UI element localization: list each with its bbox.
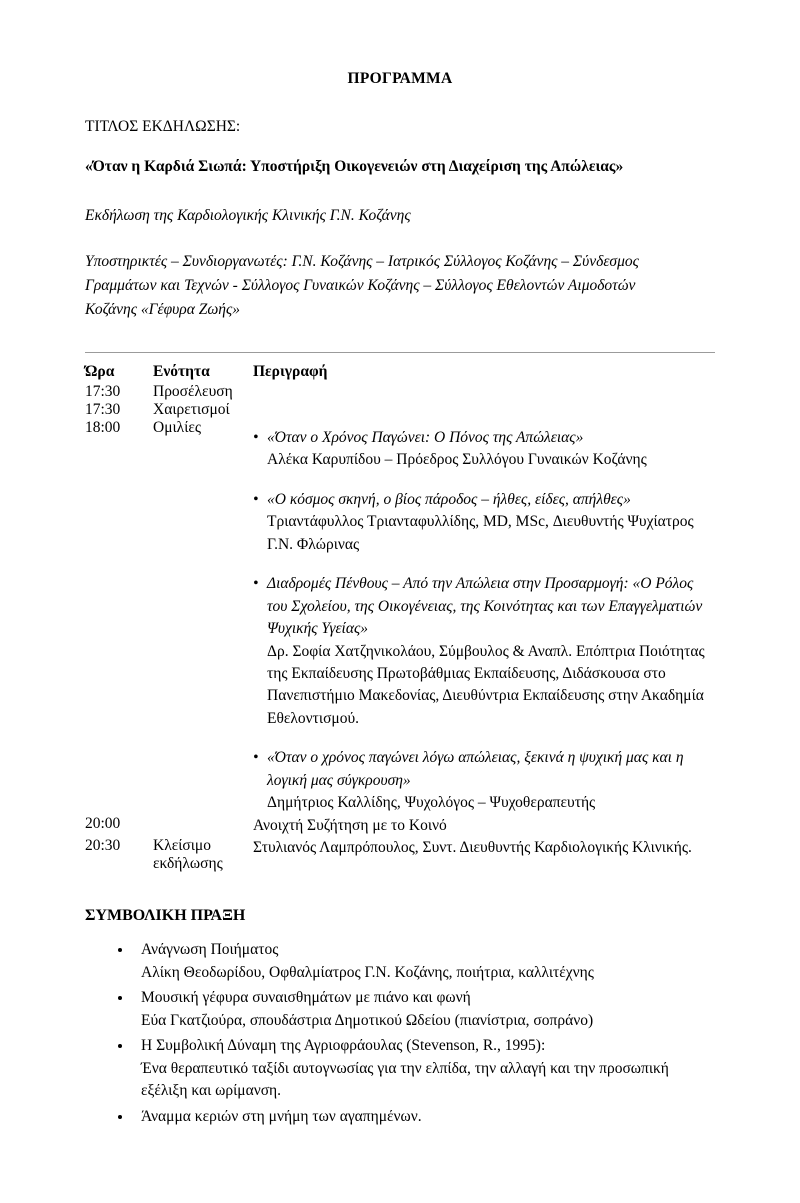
row-description	[253, 401, 715, 419]
row-section: Κλείσιμο εκδήλωσης	[153, 837, 223, 873]
list-item	[133, 987, 715, 1032]
row-description	[253, 419, 715, 815]
table-header-row	[85, 363, 715, 383]
item-line1: Μουσική γέφυρα συναισθημάτων με πιάνο και φωνή	[141, 989, 471, 1007]
page-title: ΠΡΟΓΡΑΜΜΑ	[347, 70, 453, 87]
talk-speaker: Τριαντάφυλλος Τριανταφυλλίδης, MD, MSc, Διευθυντής Ψυχίατρος Γ.Ν. Φλώρινας	[267, 513, 694, 553]
talk-title: • «Όταν ο χρόνος παγώνει λόγω απώλειας, ξεκινά η ψυχική μας και η λογική μας σύγκρουση»	[253, 747, 715, 792]
talk-entry	[253, 573, 715, 730]
talk-title: • Διαδρομές Πένθους – Από την Απώλεια στην Προσαρμογή: «Ο Ρόλος του Σχολείου, της Οικογένειας, της Κοινότητας και των Επαγγελματιών Ψυχικής Υγείας»	[253, 573, 715, 640]
agenda-table	[85, 363, 715, 874]
row-time: 20:00	[85, 814, 121, 832]
supporters-line: Υποστηρικτές – Συνδιοργανωτές: Γ.Ν. Κοζάνης – Ιατρικός Σύλλογος Κοζάνης – Σύνδεσμος Γραμμάτων και Τεχνών - Σύλλογος Γυναικών Κοζάνης – Σύλλογος Εθελοντών Αιμοδοτών Κοζάνης «Γέφυρα Ζωής»	[85, 252, 639, 318]
talk-title: • «Όταν ο Χρόνος Παγώνει: Ο Πόνος της Απώλειας»	[253, 427, 715, 449]
item-line2: Ένα θεραπευτικό ταξίδι αυτογνωσίας για την ελπίδα, την αλλαγή και την προσωπική εξέλιξη και ωρίμανση.	[141, 1059, 669, 1100]
event-label: ΤΙΤΛΟΣ ΕΚΔΗΛΩΣΗΣ:	[85, 118, 241, 135]
row-description: Ανοιχτή Συζήτηση με το Κοινό	[253, 816, 447, 834]
symbolic-list	[85, 939, 715, 1128]
talk-speaker: Δρ. Σοφία Χατζηνικολάου, Σύμβουλος & Αναπλ. Επόπτρια Ποιότητας της Εκπαίδευσης Πρωτοβάθμιας Εκπαίδευσης, Διδάσκουσα στο Πανεπιστήμιο Μακεδονίας, Διευθύντρια Εκπαίδευσης στην Ακαδημία Εθελοντισμού.	[267, 642, 705, 727]
item-line2: Αλίκη Θεοδωρίδου, Οφθαλμίατρος Γ.Ν. Κοζάνης, ποιήτρια, καλλιτέχνης	[141, 963, 594, 981]
row-description: Στυλιανός Λαμπρόπουλος, Συντ. Διευθυντής Καρδιολογικής Κλινικής.	[253, 839, 692, 857]
table-row	[85, 815, 715, 837]
row-description	[253, 383, 715, 401]
row-time: 20:30	[85, 837, 121, 855]
row-time: 18:00	[85, 418, 121, 436]
list-item	[133, 1106, 715, 1128]
row-section	[153, 815, 253, 837]
row-section: Χαιρετισμοί	[153, 400, 230, 418]
talk-speaker: Αλέκα Καρυπίδου – Πρόεδρος Συλλόγου Γυναικών Κοζάνης	[267, 451, 647, 469]
row-section: Προσέλευση	[153, 382, 233, 400]
symbolic-heading: ΣΥΜΒΟΛΙΚΗ ΠΡΑΞΗ	[85, 907, 246, 925]
header-description: Περιγραφή	[253, 362, 328, 380]
talk-entry	[253, 747, 715, 814]
organizer-line: Εκδήλωση της Καρδιολογικής Κλινικής Γ.Ν. Κοζάνης	[85, 207, 411, 225]
table-row	[85, 837, 715, 873]
item-line1: Ανάγνωση Ποιήματος	[141, 941, 279, 959]
talk-entry	[253, 427, 715, 472]
talk-title: • «Ο κόσμος σκηνή, ο βίος πάροδος – ήλθες, είδες, απήλθες»	[253, 489, 715, 511]
row-time: 17:30	[85, 382, 121, 400]
item-line2: Εύα Γκατζιούρα, σπουδάστρια Δημοτικού Ωδείου (πιανίστρια, σοπράνο)	[141, 1011, 594, 1029]
row-time: 17:30	[85, 400, 121, 418]
talk-entry	[253, 489, 715, 556]
list-item	[133, 1035, 715, 1102]
talk-speaker: Δημήτριος Καλλίδης, Ψυχολόγος – Ψυχοθεραπευτής	[267, 794, 596, 812]
item-line1: Άναμμα κεριών στη μνήμη των αγαπημένων.	[141, 1107, 422, 1125]
header-time: Ώρα	[85, 362, 115, 380]
list-item	[133, 939, 715, 984]
item-line1: Η Συμβολική Δύναμη της Αγριοφράουλας (Stevenson, R., 1995):	[141, 1037, 546, 1055]
table-row	[85, 383, 715, 401]
table-row	[85, 401, 715, 419]
table-row	[85, 419, 715, 815]
header-section: Ενότητα	[153, 362, 210, 380]
row-section: Ομιλίες	[153, 418, 202, 436]
divider	[85, 352, 715, 353]
event-title: «Όταν η Καρδιά Σιωπά: Υποστήριξη Οικογενειών στη Διαχείριση της Απώλειας»	[85, 158, 624, 175]
